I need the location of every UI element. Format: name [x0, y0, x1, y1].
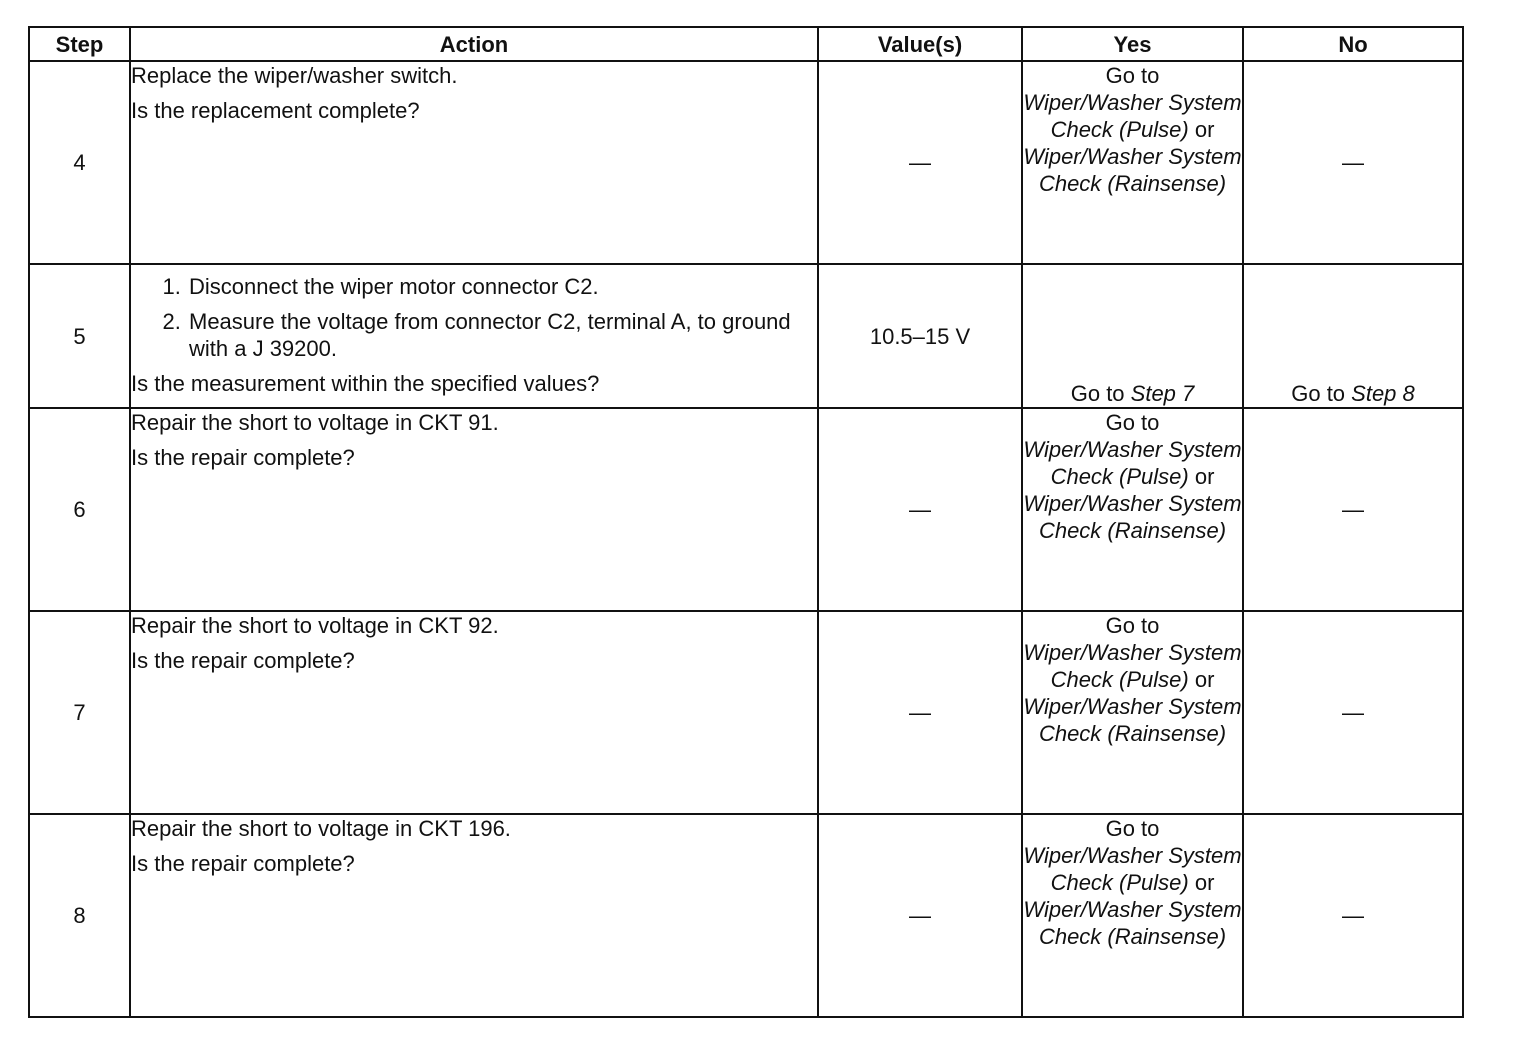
diagnostic-table — [28, 26, 1464, 1018]
step-number: 7 — [29, 611, 130, 814]
no-cell: — — [1243, 814, 1463, 1017]
pulse-check-ref[interactable]: Wiper/Washer System Check (Pulse) — [1023, 843, 1242, 895]
or-label: or — [1188, 870, 1215, 895]
header-action: Action — [130, 27, 818, 61]
go-to-label: Go to — [1070, 381, 1131, 406]
action-cell — [130, 61, 818, 264]
step-number: 8 — [29, 814, 130, 1017]
yes-cell — [1022, 264, 1243, 408]
action-question: Is the repair complete? — [131, 445, 355, 470]
action-text: Repair the short to voltage in CKT 196. — [131, 816, 511, 841]
header-values: Value(s) — [818, 27, 1022, 61]
value-cell: — — [818, 814, 1022, 1017]
table-row — [29, 611, 1463, 814]
header-step: Step — [29, 27, 130, 61]
action-question: Is the repair complete? — [131, 648, 355, 673]
header-row — [29, 27, 1463, 61]
pulse-check-ref[interactable]: Wiper/Washer System Check (Pulse) — [1023, 90, 1242, 142]
header-no: No — [1243, 27, 1463, 61]
no-cell: — — [1243, 61, 1463, 264]
action-cell — [130, 264, 818, 408]
pulse-check-ref[interactable]: Wiper/Washer System Check (Pulse) — [1023, 437, 1242, 489]
table-row — [29, 61, 1463, 264]
action-cell — [130, 408, 818, 611]
action-question: Is the measurement within the specified values? — [131, 371, 600, 396]
yes-cell — [1022, 408, 1243, 611]
value-cell: — — [818, 611, 1022, 814]
value-cell: — — [818, 408, 1022, 611]
substep-item: 1. Disconnect the wiper motor connector C2. — [187, 273, 817, 300]
step-number: 5 — [29, 264, 130, 408]
action-cell — [130, 611, 818, 814]
yes-cell — [1022, 611, 1243, 814]
table-row — [29, 814, 1463, 1017]
action-text: Replace the wiper/washer switch. — [131, 63, 458, 88]
no-cell: — — [1243, 408, 1463, 611]
go-to-label: Go to — [1105, 613, 1160, 638]
go-to-label: Go to — [1105, 63, 1160, 88]
or-label: or — [1188, 464, 1215, 489]
action-text: Repair the short to voltage in CKT 91. — [131, 410, 499, 435]
step-number: 6 — [29, 408, 130, 611]
header-yes: Yes — [1022, 27, 1243, 61]
yes-cell — [1022, 814, 1243, 1017]
action-cell — [130, 814, 818, 1017]
rainsense-check-ref[interactable]: Wiper/Washer System Check (Rainsense) — [1023, 897, 1242, 949]
no-cell — [1243, 264, 1463, 408]
table-row — [29, 264, 1463, 408]
rainsense-check-ref[interactable]: Wiper/Washer System Check (Rainsense) — [1023, 144, 1242, 196]
no-cell: — — [1243, 611, 1463, 814]
value-cell: — — [818, 61, 1022, 264]
action-question: Is the replacement complete? — [131, 98, 420, 123]
step-number: 4 — [29, 61, 130, 264]
go-to-label: Go to — [1105, 410, 1160, 435]
yes-cell — [1022, 61, 1243, 264]
step-8-ref[interactable]: Step 8 — [1351, 381, 1415, 406]
pulse-check-ref[interactable]: Wiper/Washer System Check (Pulse) — [1023, 640, 1242, 692]
step-7-ref[interactable]: Step 7 — [1130, 381, 1195, 406]
table-row — [29, 408, 1463, 611]
or-label: or — [1188, 117, 1215, 142]
go-to-label: Go to — [1105, 816, 1160, 841]
value-cell: 10.5–15 V — [818, 264, 1022, 408]
action-question: Is the repair complete? — [131, 851, 355, 876]
rainsense-check-ref[interactable]: Wiper/Washer System Check (Rainsense) — [1023, 491, 1242, 543]
substep-list — [131, 273, 817, 362]
rainsense-check-ref[interactable]: Wiper/Washer System Check (Rainsense) — [1023, 694, 1242, 746]
substep-item: 2. Measure the voltage from connector C2, terminal A, to ground with a J 39200. — [187, 308, 817, 362]
go-to-label: Go to — [1291, 381, 1352, 406]
action-text: Repair the short to voltage in CKT 92. — [131, 613, 499, 638]
or-label: or — [1188, 667, 1215, 692]
